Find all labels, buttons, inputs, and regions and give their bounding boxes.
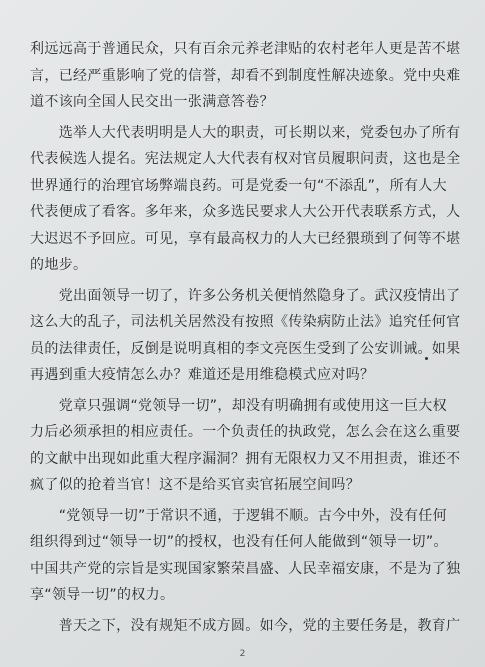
text-line: 疯了似的抢着当官！这不是给买官卖官拓展空间吗？	[30, 477, 361, 493]
text-line: 的文献中出现如此重大程序漏洞？拥有无限权力又不用担责，谁还不	[30, 450, 461, 467]
paragraph	[30, 283, 465, 389]
text-line: 再遇到重大疫情怎么办？难道还是用维稳模式应对吗？	[30, 367, 375, 383]
text-line: 大迟迟不予回应。可见，享有最高权力的人大已经猥琐到了何等不堪	[30, 230, 461, 247]
stray-mark	[425, 357, 428, 360]
text-line: 享“领导一切”的权力。	[30, 587, 175, 603]
text-line: 普天之下，没有规矩不成方圆。如今，党的主要任务是，教育广	[30, 617, 461, 634]
text-line: 代表候选人提名。宪法规定人大代表有权对官员履职问责，这也是全	[30, 151, 461, 167]
text-line: 道不该向全国人民交出一张满意答卷？	[30, 94, 274, 110]
text-line: 力后必须承担的相应责任。一个负责任的执政党，怎么会在这么重要	[30, 424, 461, 440]
text-line: 世界通行的治理官场弊端良药。可是党委一句“不添乱”，所有人大	[30, 177, 448, 194]
text-line: 党章只强调“党领导一切”，却没有明确拥有或使用这一巨大权	[30, 397, 448, 414]
text-line: 选举人大代表明明是人大的职责，可长期以来，党委包办了所有	[30, 124, 461, 141]
text-line: 利远远高于普通民众，只有百余元养老津贴的农村老年人更是苦不堪	[30, 41, 461, 57]
text-line: 党出面领导一切了，许多公务机关便悄然隐身了。武汉疫情出了	[30, 287, 461, 304]
text-line: 员的法律责任，反倒是说明真相的李文亮医生受到了公安训诫。如果	[30, 340, 461, 357]
page-number: 2	[239, 649, 246, 659]
document-body	[30, 36, 465, 639]
paragraph	[30, 120, 465, 279]
paragraph	[30, 393, 465, 499]
text-line: 言，已经严重影响了党的信誉，却看不到制度性解决迹象。党中央难	[30, 67, 461, 84]
text-line: 组织得到过“领导一切”的授权，也没有任何人能做到“领导一切”。	[30, 534, 448, 550]
text-line: 代表便成了看客。多年来，众多选民要求人大公开代表联系方式，人	[30, 204, 461, 220]
paragraph	[30, 613, 465, 640]
text-line: 中国共产党的宗旨是实现国家繁荣昌盛、人民幸福安康，不是为了独	[30, 560, 461, 577]
text-line: 这么大的乱子，司法机关居然没有按照《传染病防止法》追究任何官	[30, 314, 461, 330]
text-line: 的地步。	[30, 257, 88, 273]
text-line: “党领导一切”于常识不通，于逻辑不顺。古今中外，没有任何	[30, 507, 448, 524]
paragraph	[30, 36, 465, 116]
paragraph	[30, 503, 465, 609]
